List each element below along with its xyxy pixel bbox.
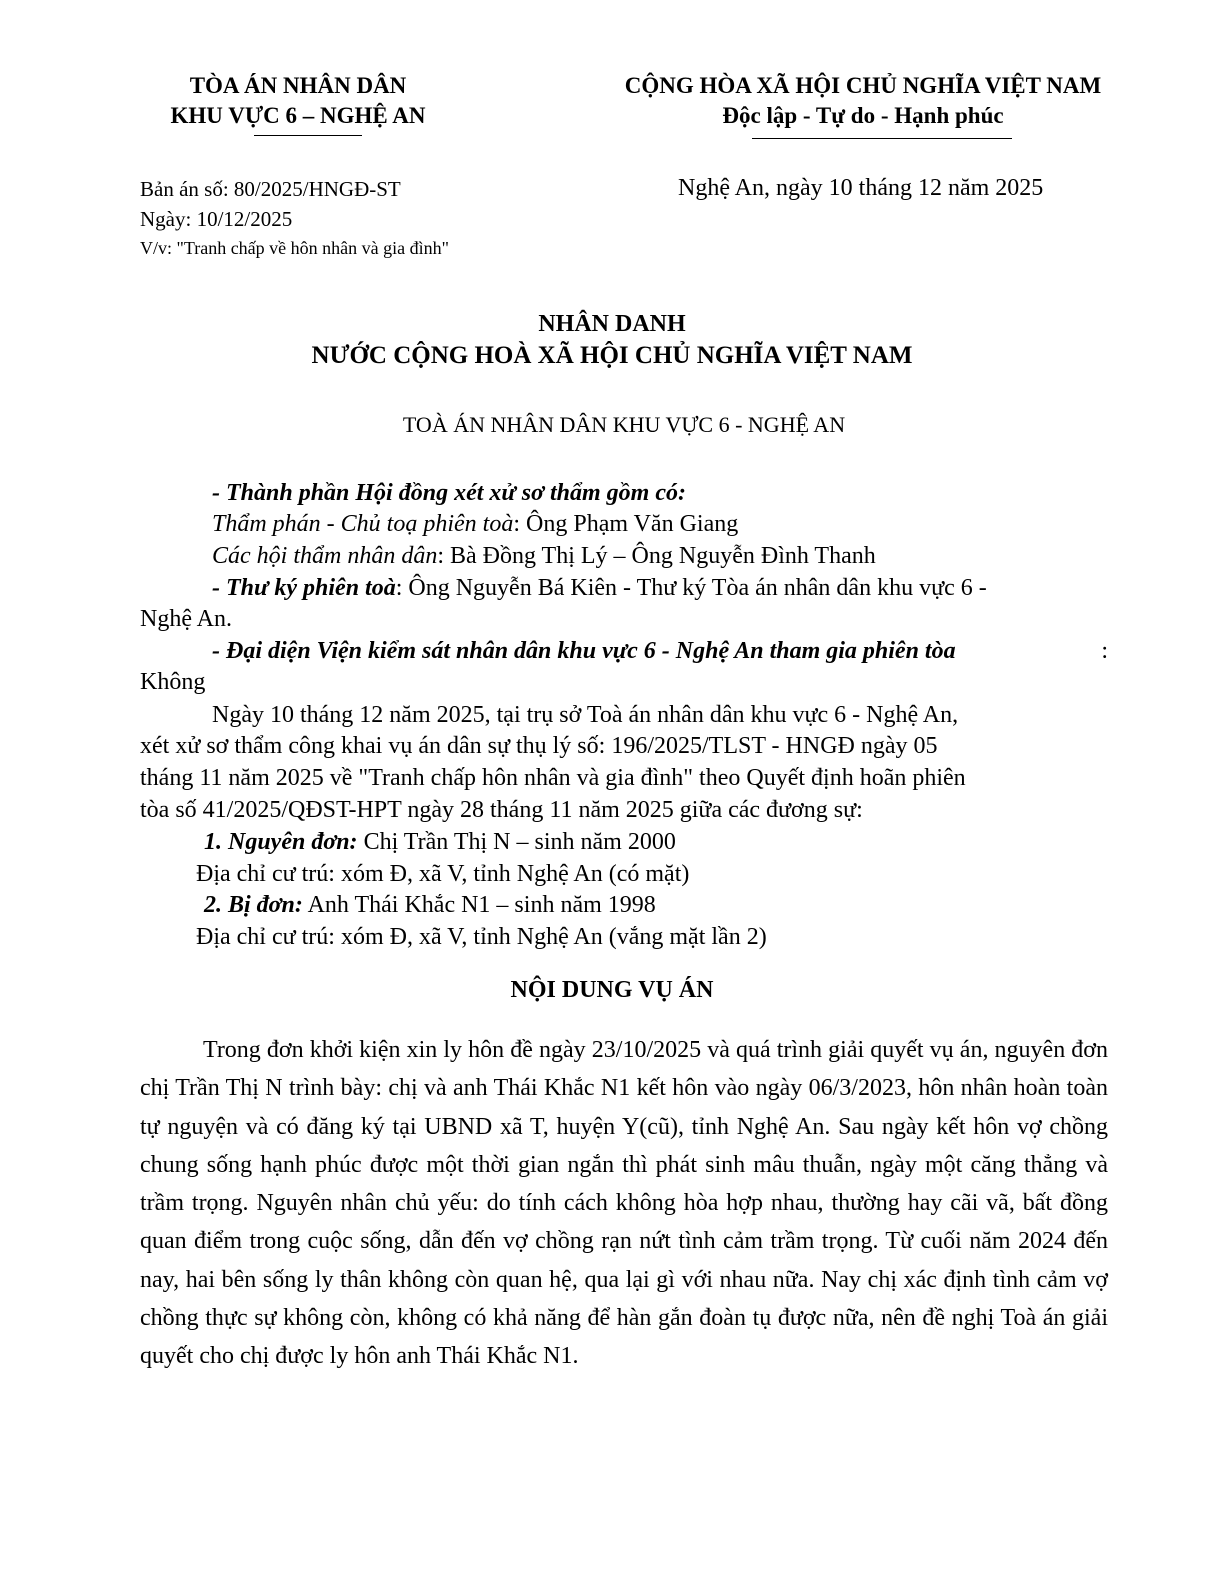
clerk-label: - Thư ký phiên toà (212, 575, 396, 601)
judge-label: Thẩm phán - Chủ toạ phiên toà (212, 511, 514, 537)
clerk-line-cont: Nghệ An. (140, 606, 232, 632)
court-name-line1: TÒA ÁN NHÂN DÂN (189, 73, 407, 98)
title-line1: NHÂN DANH (538, 311, 686, 337)
procuracy-value: Không (140, 669, 206, 695)
court-title: TOÀ ÁN NHÂN DÂN KHU VỰC 6 - NGHỆ AN (402, 412, 846, 437)
hearing-line1: Ngày 10 tháng 12 năm 2025, tại trụ sở Toà án nhân dân khu vực 6 - Nghệ An, (212, 702, 959, 728)
hearing-line4: tòa số 41/2025/QĐST-HPT ngày 28 tháng 11 năm 2025 giữa các đương sự: (140, 797, 863, 823)
plaintiff-line (204, 827, 676, 859)
court-name-underline (254, 135, 362, 136)
procuracy-label: - Đại diện Viện kiểm sát nhân dân khu vực 6 - Nghệ An tham gia phiên tòa (212, 638, 956, 664)
judgment-number: Bản án số: 80/2025/HNGĐ-ST (140, 177, 401, 201)
judgment-date: Ngày: 10/12/2025 (140, 207, 293, 231)
nation-motto-underline (752, 138, 1012, 139)
plaintiff-address: Địa chỉ cư trú: xóm Đ, xã V, tỉnh Nghệ An (có mặt) (196, 861, 690, 887)
plaintiff-label: 1. Nguyên đơn: (204, 829, 358, 855)
assessors-value: : Bà Đồng Thị Lý – Ông Nguyễn Đình Thanh (437, 543, 876, 569)
plaintiff-value: Chị Trần Thị N – sinh năm 2000 (357, 829, 676, 855)
nation-line1: CỘNG HÒA XÃ HỘI CHỦ NGHĨA VIỆT NAM (624, 73, 1102, 98)
judge-line (212, 509, 738, 541)
court-name-line2: KHU VỰC 6 – NGHỆ AN (170, 103, 426, 128)
procuracy-colon: : (1101, 638, 1108, 664)
panel-heading: - Thành phần Hội đồng xét xử sơ thẩm gồm có: (212, 480, 686, 506)
judgment-subject: V/v: "Tranh chấp về hôn nhân và gia đình" (140, 238, 449, 258)
clerk-value: : Ông Nguyễn Bá Kiên - Thư ký Tòa án nhân dân khu vực 6 - (395, 575, 987, 601)
defendant-address: Địa chỉ cư trú: xóm Đ, xã V, tỉnh Nghệ An (vắng mặt lần 2) (196, 924, 767, 950)
title-line2: NƯỚC CỘNG HOÀ XÃ HỘI CHỦ NGHĨA VIỆT NAM (311, 342, 913, 369)
clerk-line (212, 573, 987, 605)
place-date: Nghệ An, ngày 10 tháng 12 năm 2025 (678, 175, 1044, 201)
hearing-line3: tháng 11 năm 2025 về "Tranh chấp hôn nhân và gia đình" theo Quyết định hoãn phiên (140, 765, 966, 791)
assessors-line (212, 541, 876, 573)
nation-motto: Độc lập - Tự do - Hạnh phúc (722, 103, 1004, 128)
defendant-line (204, 890, 656, 922)
procuracy-line (212, 636, 1108, 668)
hearing-line2: xét xử sơ thẩm công khai vụ án dân sự thụ lý số: 196/2025/TLST - HNGĐ ngày 05 (140, 733, 938, 759)
defendant-value: Anh Thái Khắc N1 – sinh năm 1998 (302, 892, 656, 918)
judge-value: : Ông Phạm Văn Giang (513, 511, 739, 537)
content-paragraph: Trong đơn khởi kiện xin ly hôn đề ngày 23/10/2025 và quá trình giải quyết vụ án, nguyên đơn chị Trần Thị N trình bày: chị và anh Thái Khắc N1 kết hôn vào ngày 06/3/2023, hôn nhân hoàn toàn tự nguyện và có đăng ký tại UBND xã T, huyện Y(cũ), tỉnh Nghệ An. Sau ngày kết hôn vợ chồng chung sống hạnh phúc được một thời gian ngắn thì phát sinh mâu thuẫn, ngày một căng thẳng và trầm trọng. Nguyên nhân chủ yếu: do tính cách không hòa hợp nhau, thường hay cãi vã, bất đồng quan điểm trong cuộc sống, dẫn đến vợ chồng rạn nứt tình cảm trầm trọng. Từ cuối năm 2024 đến nay, hai bên sống ly thân không còn quan hệ, qua lại gì với nhau nữa. Nay chị xác định tình cảm vợ chồng thực sự không còn, không có khả năng để hàn gắn đoàn tụ được nữa, nên đề nghị Toà án giải quyết cho chị được ly hôn anh Thái Khắc N1. (140, 1037, 1108, 1370)
assessors-label: Các hội thẩm nhân dân (212, 543, 438, 569)
defendant-label: 2. Bị đơn: (204, 892, 303, 918)
content-heading: NỘI DUNG VỤ ÁN (510, 977, 714, 1003)
